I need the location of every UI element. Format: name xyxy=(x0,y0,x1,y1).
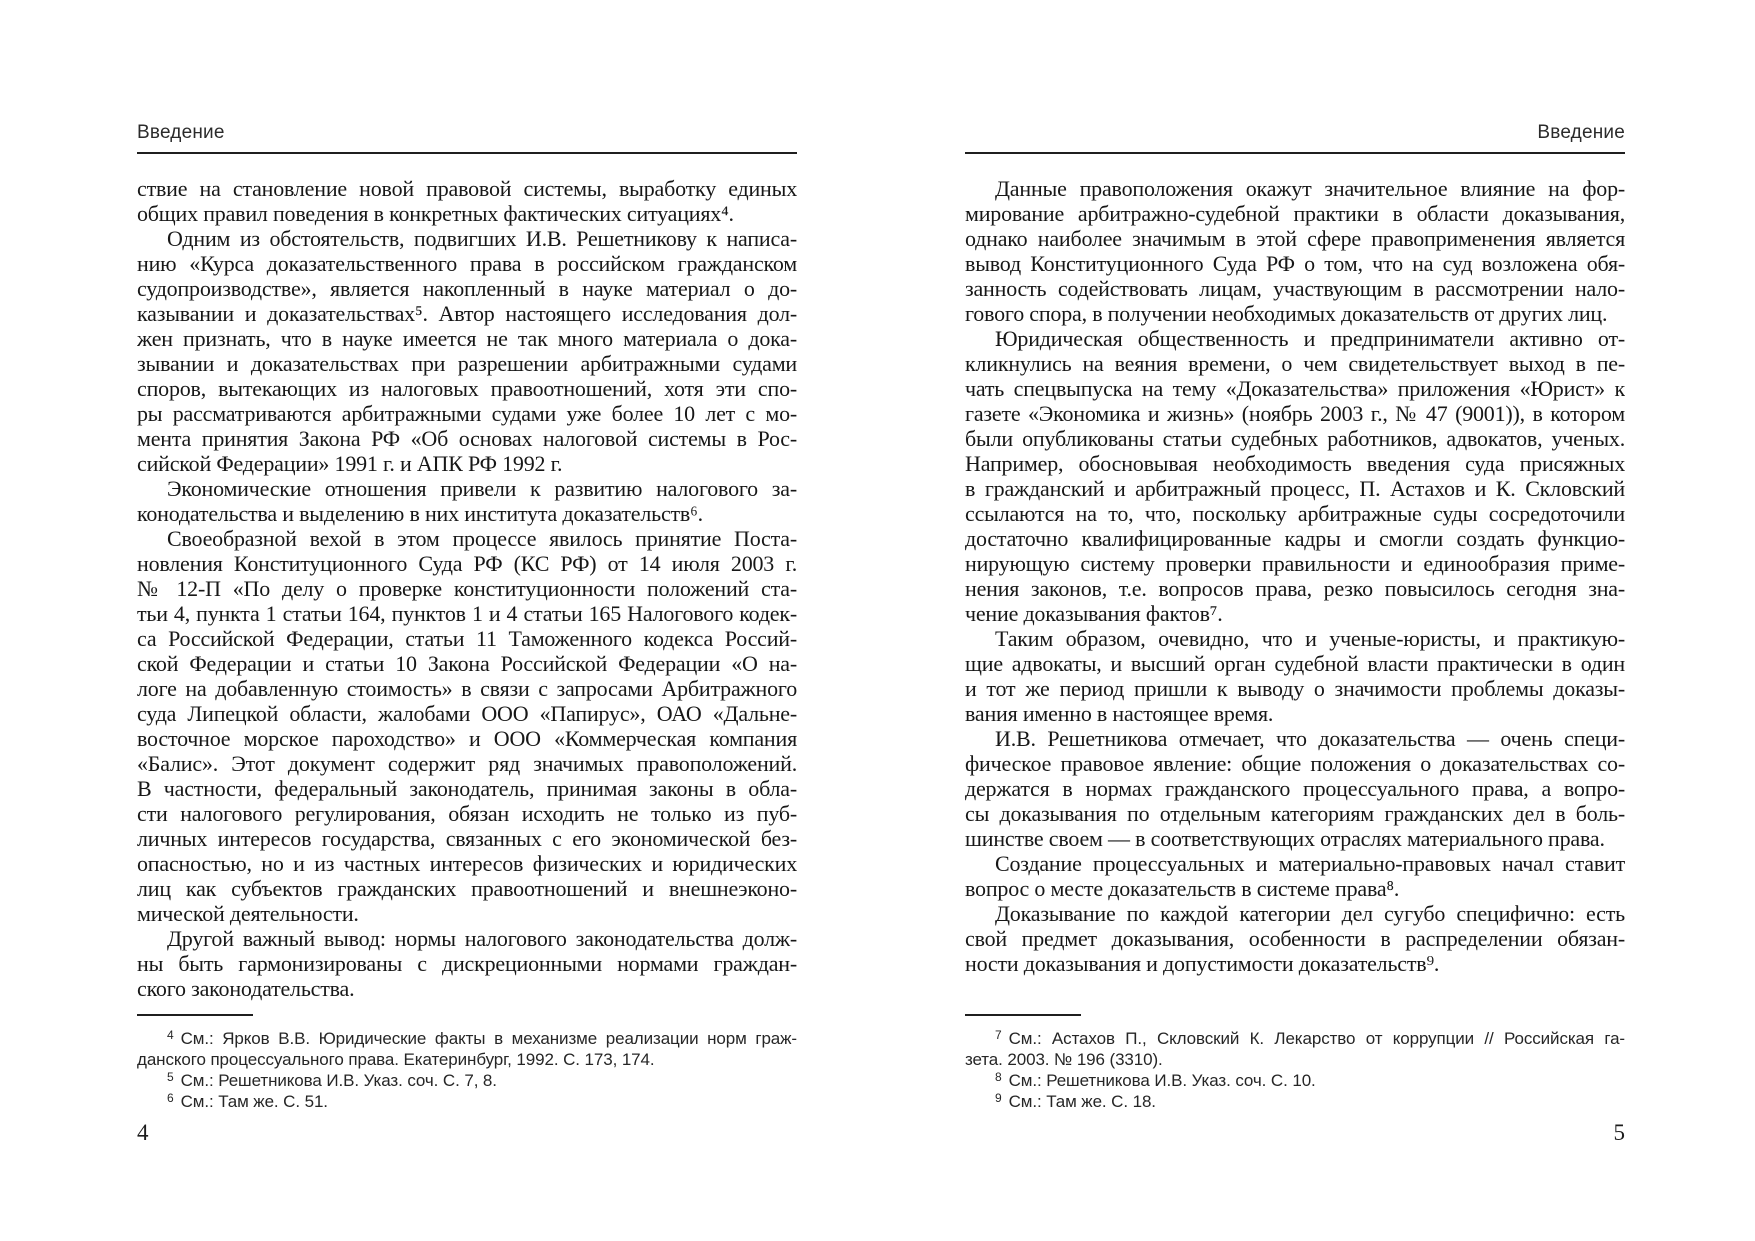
text-line: са Российской Федерации, статьи 11 Таможенного кодекса Россий- xyxy=(137,626,797,651)
text-line: судопроизводстве», является накопленный в науке материал о до- xyxy=(137,276,797,301)
text-line: зывании и доказательствах при разрешении арбитражными судами xyxy=(137,351,797,376)
footnote-line: данского процессуального права. Екатеринбург, 1992. С. 173, 174. xyxy=(137,1050,655,1069)
text-line: Доказывание по каждой категории дел сугубо специфично: есть xyxy=(995,901,1625,926)
text-line: Данные правоположения окажут значительное влияние на фор- xyxy=(995,176,1625,201)
text-line: сти налогового регулирования, обязан исходить не только из пуб- xyxy=(137,801,797,826)
footnote-marker: 8 xyxy=(995,1070,1002,1084)
text-line: мента принятия Закона РФ «Об основах налоговой системы в Рос- xyxy=(137,426,797,451)
footnote-separator xyxy=(965,1014,1081,1016)
text-line: чение доказывания фактов⁷. xyxy=(965,601,1223,626)
header-rule xyxy=(137,152,797,154)
text-line: И.В. Решетникова отмечает, что доказательства — очень специ- xyxy=(995,726,1625,751)
text-line: достаточно квалифицированные кадры и смогли создать функцио- xyxy=(965,526,1625,551)
page-number: 5 xyxy=(1613,1120,1625,1145)
text-line: шинстве своем — в соответствующих отраслях материального права. xyxy=(965,826,1605,851)
footnote-marker: 7 xyxy=(995,1028,1002,1042)
text-line: Например, обосновывая необходимость введения суда присяжных xyxy=(965,451,1625,476)
text-line: восточное морское пароходство» и ООО «Коммерческая компания xyxy=(137,726,797,751)
text-line: В частности, федеральный законодатель, принимая законы в обла- xyxy=(137,776,797,801)
text-line: ского законодательства. xyxy=(137,976,355,1001)
text-line: мической деятельности. xyxy=(137,901,359,926)
text-line: лиц как субъектов гражданских правоотношений и внешнеэконо- xyxy=(137,876,797,901)
text-line: нения законов, т.е. вопросов права, резко повысилось сегодня зна- xyxy=(965,576,1625,601)
footnote-marker: 9 xyxy=(995,1091,1002,1105)
text-line: держатся в нормах гражданского процессуального права, а вопро- xyxy=(965,776,1625,801)
footnote-line: $^9$ См.: Там же. С. 18. xyxy=(995,1091,1156,1111)
page-number: 4 xyxy=(137,1120,149,1145)
text-line: чать спецвыпуска на тему «Доказательства» приложения «Юрист» к xyxy=(965,376,1625,401)
text-line: логе на добавленную стоимость» в связи с запросами Арбитражного xyxy=(137,676,797,701)
text-line: Своеобразной вехой в этом процессе явилось принятие Поста- xyxy=(167,526,797,551)
text-line: жен признать, что в науке имеется не так много материала о дока- xyxy=(137,326,797,351)
text-line: гового спора, в получении необходимых доказательств от других лиц. xyxy=(965,301,1608,326)
body-text xyxy=(137,176,797,1001)
text-line: щие адвокаты, и высший орган судебной власти практически в один xyxy=(965,651,1625,676)
text-line: вывод Конституционного Суда РФ о том, что на суд возложена обя- xyxy=(965,251,1625,276)
text-line: «Балис». Этот документ содержит ряд значимых правоположений. xyxy=(137,751,797,776)
footnote-line: $^8$ См.: Решетникова И.В. Указ. соч. С. 10. xyxy=(995,1070,1316,1090)
text-line: личных интересов государства, связанных с его экономической без- xyxy=(137,826,797,851)
text-line: Одним из обстоятельств, подвигших И.В. Решетникову к написа- xyxy=(167,226,797,251)
footnote-marker: 4 xyxy=(167,1028,174,1042)
text-line: нию «Курса доказательственного права в российском гражданском xyxy=(137,251,797,276)
text-line: ствие на становление новой правовой системы, выработку единых xyxy=(137,176,797,201)
footnote-line: $^4$ См.: Ярков В.В. Юридические факты в механизме реализации норм граж- xyxy=(167,1028,797,1048)
text-line: свой предмет доказывания, особенности в распределении обязан- xyxy=(965,926,1625,951)
text-line: газете «Экономика и жизнь» (ноябрь 2003 г., № 47 (9001)), в котором xyxy=(965,401,1625,426)
text-line: кликнулись на веяния времени, о чем свидетельствует выход в пе- xyxy=(965,351,1625,376)
text-line: новления Конституционного Суда РФ (КС РФ) от 14 июля 2003 г. xyxy=(137,551,797,576)
text-line: конодательства и выделению в них института доказательств⁶. xyxy=(137,501,703,526)
footnote-line: $^6$ См.: Там же. С. 51. xyxy=(167,1091,328,1111)
running-head: Введение xyxy=(1537,122,1625,143)
text-line: сийской Федерации» 1991 г. и АПК РФ 1992 г. xyxy=(137,451,563,476)
text-line: нирующую систему проверки правильности и единообразия приме- xyxy=(965,551,1625,576)
text-line: были опубликованы статьи судебных работников, адвокатов, ученых. xyxy=(965,426,1625,451)
running-head: Введение xyxy=(137,122,225,143)
text-line: Экономические отношения привели к развитию налогового за- xyxy=(167,476,797,501)
text-line: в гражданский и арбитражный процесс, П. Астахов и К. Скловский xyxy=(965,476,1625,501)
text-line: № 12-П «По делу о проверке конституционности положений ста- xyxy=(137,576,797,601)
text-line: и тот же период пришли к выводу о значимости проблемы доказы- xyxy=(965,676,1625,701)
text-line: сы доказывания по отдельным категориям гражданских дел в боль- xyxy=(965,801,1625,826)
text-line: общих правил поведения в конкретных фактических ситуациях⁴. xyxy=(137,201,734,226)
text-line: ности доказывания и допустимости доказательств⁹. xyxy=(965,951,1440,976)
header-rule xyxy=(965,152,1625,154)
text-line: занность содействовать лицам, участвующим в рассмотрении нало- xyxy=(965,276,1625,301)
text-line: тьи 4, пункта 1 статьи 164, пунктов 1 и 4 статьи 165 Налогового кодек- xyxy=(137,601,797,626)
page-left xyxy=(137,0,797,1241)
text-line: однако наиболее значимым в этой сфере правоприменения является xyxy=(965,226,1625,251)
footnote-marker: 5 xyxy=(167,1070,174,1084)
footnote-separator xyxy=(137,1014,253,1016)
footnote-line: $^7$ См.: Астахов П., Скловский К. Лекарство от коррупции // Российская га- xyxy=(995,1028,1625,1048)
text-line: казывании и доказательствах⁵. Автор настоящего исследования дол- xyxy=(137,301,797,326)
text-line: Юридическая общественность и предприниматели активно от- xyxy=(995,326,1625,351)
text-line: суда Липецкой области, жалобами ООО «Папирус», ОАО «Дальне- xyxy=(137,701,797,726)
text-line: Другой важный вывод: нормы налогового законодательства долж- xyxy=(167,926,797,951)
footnotes xyxy=(965,1028,1625,1112)
footnote-line: $^5$ См.: Решетникова И.В. Указ. соч. С. 7, 8. xyxy=(167,1070,497,1090)
text-line: Создание процессуальных и материально-правовых начал ставит xyxy=(995,851,1625,876)
page-right xyxy=(965,0,1625,1241)
footnote-line: зета. 2003. № 196 (3310). xyxy=(965,1050,1163,1069)
footnote-marker: 6 xyxy=(167,1091,174,1105)
text-line: споров, вытекающих из налоговых правоотношений, хотя эти спо- xyxy=(137,376,797,401)
text-line: фическое правовое явление: общие положения о доказательствах со- xyxy=(965,751,1625,776)
text-line: ской Федерации и статьи 10 Закона Российской Федерации «О на- xyxy=(137,651,797,676)
footnotes xyxy=(137,1028,797,1112)
text-line: Таким образом, очевидно, что и ученые-юристы, и практикую- xyxy=(995,626,1625,651)
text-line: ссылаются на то, что, поскольку арбитражные суды сосредоточили xyxy=(965,501,1625,526)
text-line: мирование арбитражно-судебной практики в области доказывания, xyxy=(965,201,1625,226)
text-line: опасностью, но и из частных интересов физических и юридических xyxy=(137,851,797,876)
text-line: вопрос о месте доказательств в системе права⁸. xyxy=(965,876,1400,901)
text-line: вания именно в настоящее время. xyxy=(965,701,1274,726)
text-line: ры рассматриваются арбитражными судами уже более 10 лет с мо- xyxy=(137,401,797,426)
text-line: ны быть гармонизированы с дискреционными нормами граждан- xyxy=(137,951,797,976)
body-text xyxy=(965,176,1625,976)
